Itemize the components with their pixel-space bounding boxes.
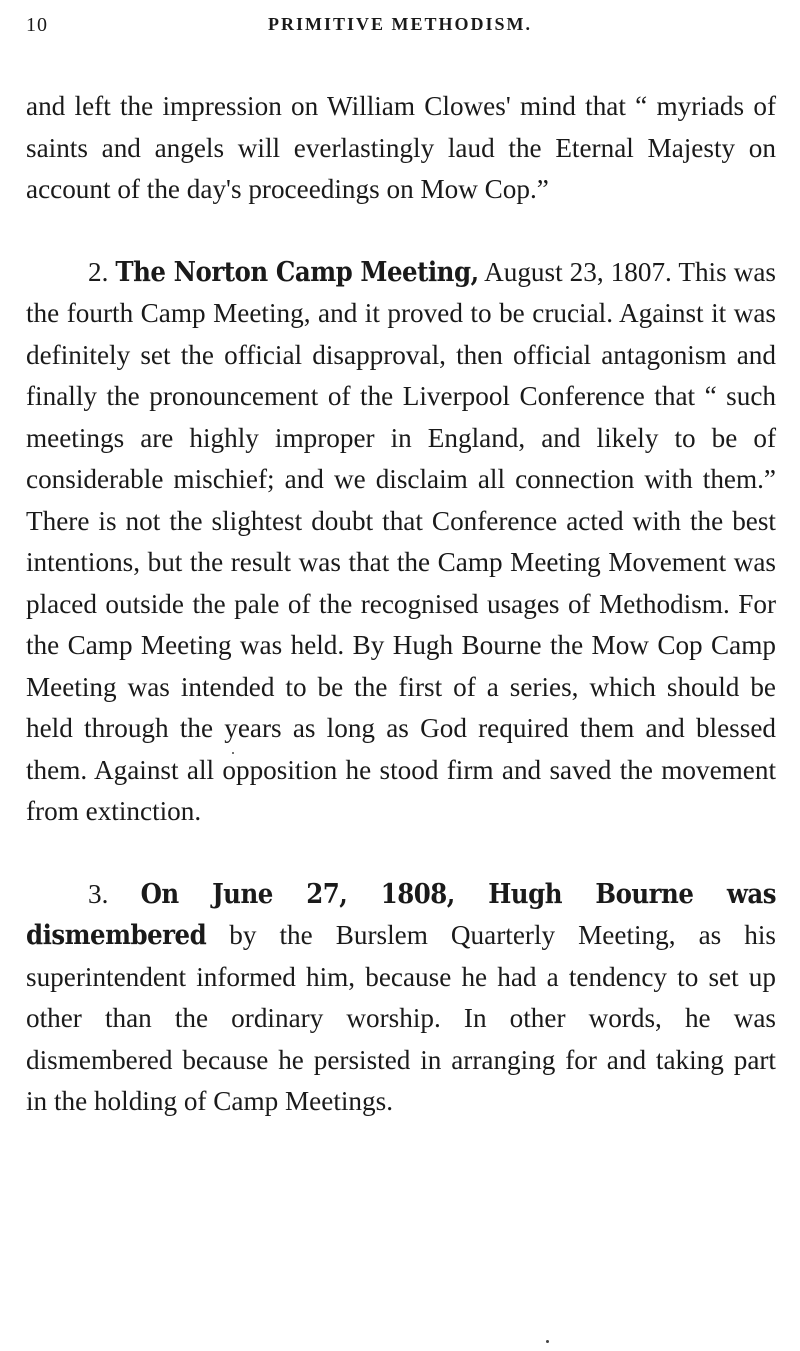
section-heading: On June 27, 1808, Hugh Bourne was dismembered (26, 877, 776, 951)
page-number: 10 (26, 14, 48, 36)
paragraph-continuation: and left the impression on William Clowes' mind that “ myriads of saints and angels will everlastingly laud the Eternal Majesty on account of the day's proceedings on Mow Cop.” (26, 91, 776, 204)
section-heading: The Norton Camp Meeting, (115, 255, 479, 288)
page-header (26, 14, 774, 42)
body-text (26, 86, 776, 1123)
paragraph-dismembered (26, 874, 776, 1123)
paragraph-number: 2. (88, 256, 109, 287)
paragraph-norton-camp-meeting (26, 252, 776, 833)
paragraph-text: by the Burslem Quarterly Meeting, as his superintendent informed him, because he had a tendency to set up other than the ordinary worship. In other words, he was dismembered because he persisted in arranging for and taking part in the holding of Camp Meetings. (26, 920, 776, 1116)
print-speck (546, 1340, 549, 1343)
paragraph-text: August 23, 1807. This was the fourth Camp Meeting, and it proved to be crucial. Against it was definitely set the official disapproval, then official antagonism and finally the pronouncement of the Liverpool Conference that “ such meetings are highly improper in England, and likely to be of considerable mischief; and we disclaim all connection with them.” There is not the slightest doubt that Conference acted with the best intentions, but the result was that the Camp Meeting Movement was placed outside the pale of the recognised usages of Methodism. For the Camp Meeting was held. By Hugh Bourne the Mow Cop Camp Meeting was intended to be the first of a series, which should be held through the years as long as God required them and blessed them. Against all opposition he stood firm and saved the movement from extinction. (26, 256, 776, 826)
running-title: PRIMITIVE METHODISM. (267, 14, 532, 34)
paragraph-number: 3. (88, 878, 109, 909)
print-speck (232, 752, 234, 754)
